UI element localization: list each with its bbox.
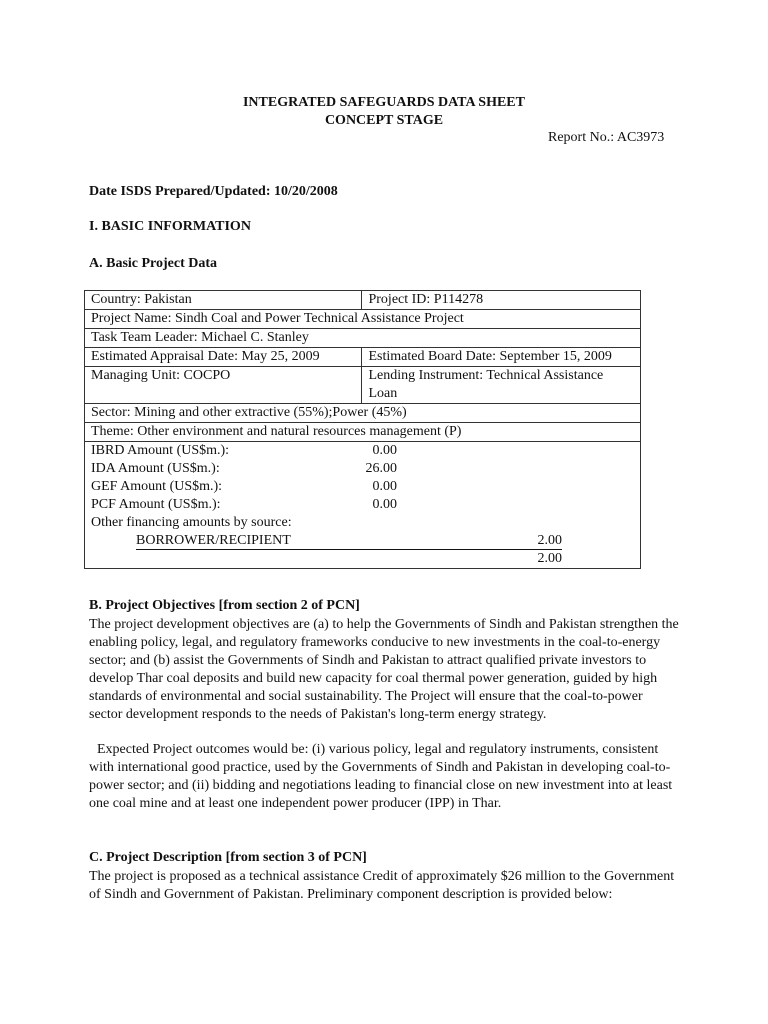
managing-unit-cell: Managing Unit: COCPO <box>85 367 362 404</box>
board-date-cell: Estimated Board Date: September 15, 2009 <box>362 348 641 367</box>
amount-value: 0.00 <box>372 479 397 494</box>
amount-row <box>85 478 640 496</box>
table-row <box>85 329 641 348</box>
project-name-cell: Project Name: Sindh Coal and Power Technical Assistance Project <box>85 310 641 329</box>
amount-row <box>85 460 640 478</box>
other-financing-row <box>85 514 640 532</box>
amount-label: IDA Amount (US$m.): <box>91 461 220 476</box>
borrower-row <box>85 532 640 550</box>
table-row <box>85 423 641 442</box>
table-row <box>85 442 641 569</box>
amount-row <box>85 442 640 460</box>
basic-project-data-table <box>84 290 641 569</box>
appraisal-date-cell: Estimated Appraisal Date: May 25, 2009 <box>85 348 362 367</box>
outcomes-paragraph: Expected Project outcomes would be: (i) various policy, legal and regulatory instruments, consistent with international good practice, used by the Governments of Sindh and Pakistan in developing coal-to-power sector; and (ii) bidding and negotiations leading to financial close on new investment into at least one coal mine and at least one independent power producer (IPP) in Thar. <box>89 742 673 811</box>
table-row <box>85 291 641 310</box>
sector-cell: Sector: Mining and other extractive (55%);Power (45%) <box>85 404 641 423</box>
theme-cell: Theme: Other environment and natural resources management (P) <box>85 423 641 442</box>
total-value: 2.00 <box>537 551 562 566</box>
country-cell: Country: Pakistan <box>85 291 362 310</box>
date-prepared: Date ISDS Prepared/Updated: 10/20/2008 <box>89 184 338 199</box>
total-row <box>85 550 640 568</box>
amount-label: GEF Amount (US$m.): <box>91 479 223 494</box>
section-c-heading: C. Project Description [from section 3 of PCN] <box>89 850 367 865</box>
table-row <box>85 367 641 404</box>
document-subtitle: CONCEPT STAGE <box>324 113 444 128</box>
document-title: INTEGRATED SAFEGUARDS DATA SHEET <box>242 95 525 110</box>
lending-instrument-cell: Lending Instrument: Technical Assistance Loan <box>362 367 641 404</box>
borrower-value: 2.00 <box>537 533 562 548</box>
amount-label: PCF Amount (US$m.): <box>91 497 221 512</box>
amount-value: 26.00 <box>365 461 397 476</box>
objectives-paragraph: The project development objectives are (a) to help the Governments of Sindh and Pakistan strengthen the enabling policy, legal, and regulatory frameworks conducive to new investments in the coal-to-energy sector; and (b) assist the Governments of Sindh and Pakistan to attract qualified private investors to develop Thar coal deposits and build new capacity for coal thermal power generation, guided by high standards of environmental and social sustainability. The Project will ensure that the coal-to-power sector development responds to the needs of Pakistan's long-term energy strategy. <box>89 617 679 722</box>
task-team-leader-cell: Task Team Leader: Michael C. Stanley <box>85 329 641 348</box>
project-id-cell: Project ID: P114278 <box>362 291 641 310</box>
description-paragraph: The project is proposed as a technical assistance Credit of approximately $26 million to the Government of Sindh and Government of Pakistan. Preliminary component description is provided below: <box>89 869 675 902</box>
borrower-label: BORROWER/RECIPIENT <box>136 533 291 548</box>
section-a-heading: A. Basic Project Data <box>89 256 218 271</box>
report-number: Report No.: AC3973 <box>548 130 665 145</box>
table-row <box>85 348 641 367</box>
financing-amounts-cell <box>85 442 641 569</box>
amount-value: 0.00 <box>372 443 397 458</box>
table-row <box>85 310 641 329</box>
table-row <box>85 404 641 423</box>
other-financing-label: Other financing amounts by source: <box>91 515 292 530</box>
amount-label: IBRD Amount (US$m.): <box>91 443 230 458</box>
section-b-heading: B. Project Objectives [from section 2 of PCN] <box>89 598 360 613</box>
section-i-heading: I. BASIC INFORMATION <box>89 219 251 234</box>
amount-value: 0.00 <box>372 497 397 512</box>
amount-row <box>85 496 640 514</box>
